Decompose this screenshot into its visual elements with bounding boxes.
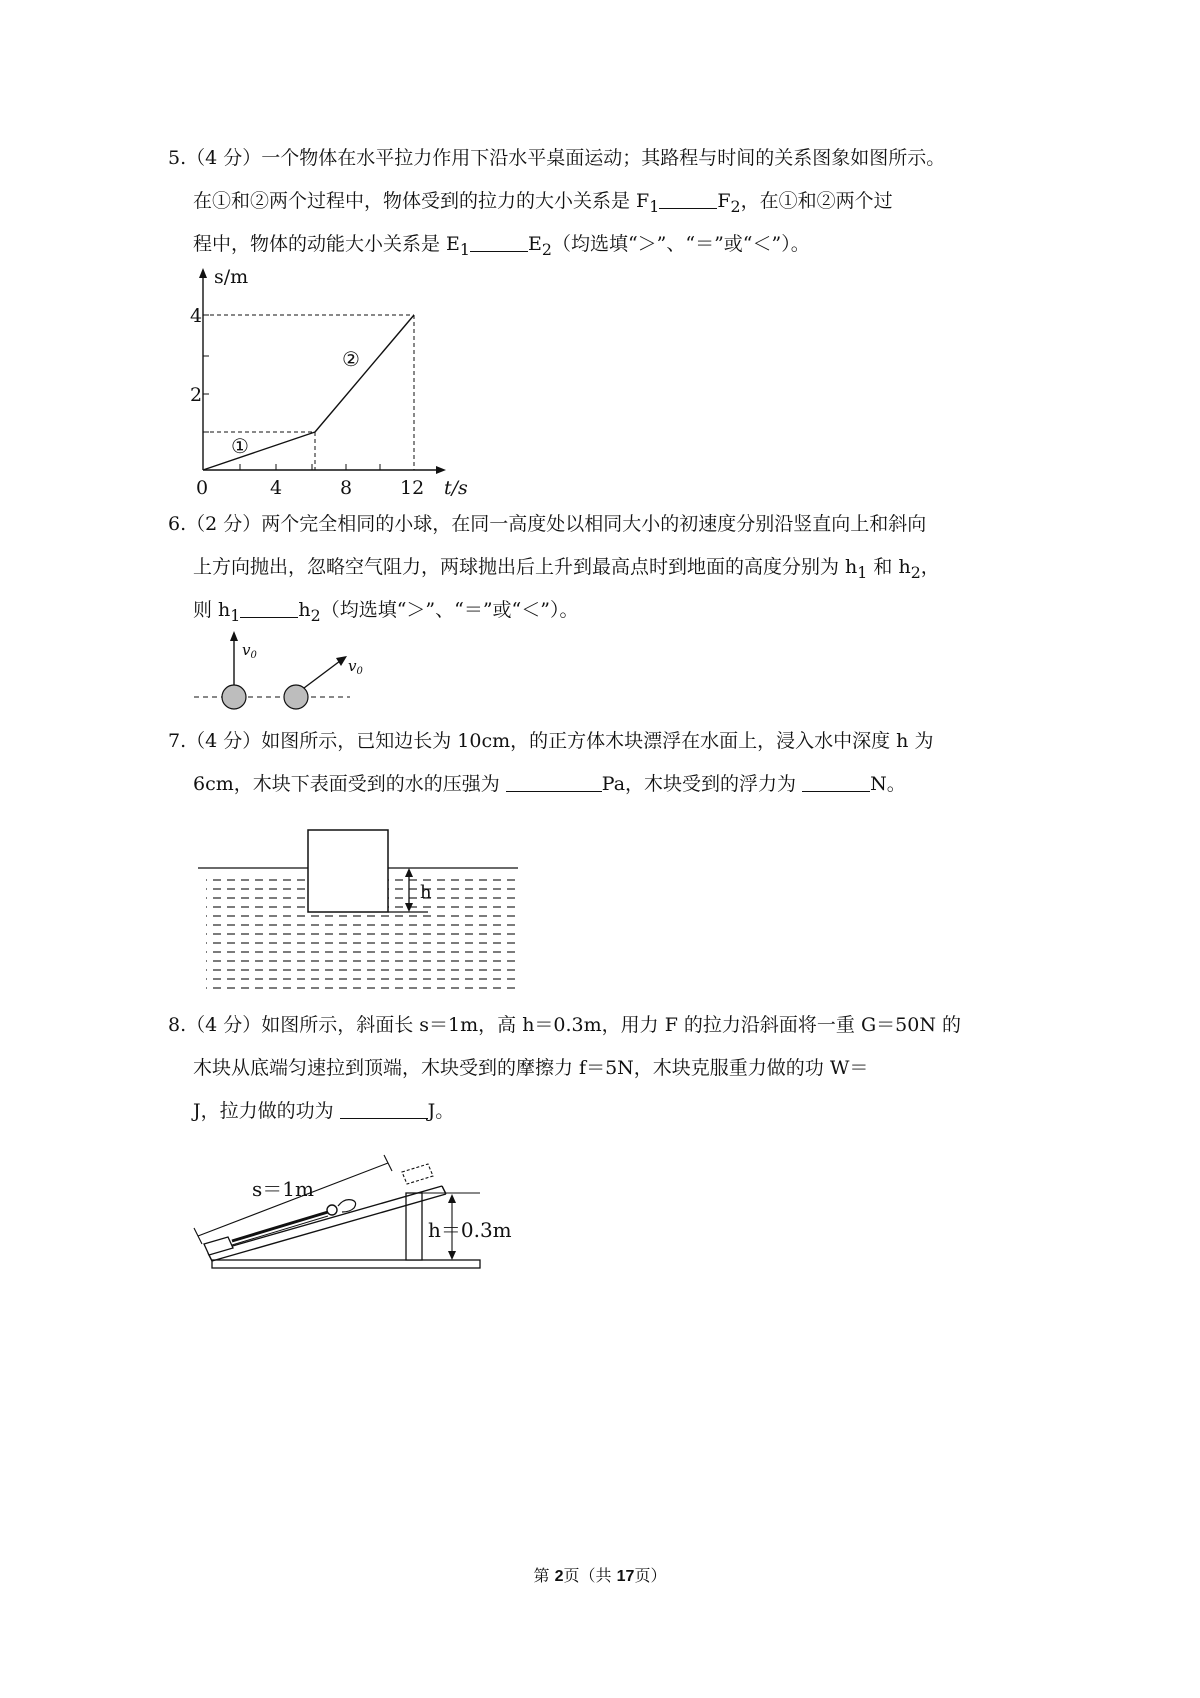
q5-segment-2-label: ② xyxy=(342,347,360,371)
q6-arrow-oblique xyxy=(304,661,340,688)
q7-line-2-text-b: Pa，木块受到的浮力为 xyxy=(601,773,803,795)
q7-answer-blank-buoyancy[interactable] xyxy=(802,773,870,792)
q8-hand xyxy=(338,1200,356,1212)
q5-x-tick-label-8: 8 xyxy=(340,477,353,499)
q6-line-2-text-c: ， xyxy=(920,556,940,578)
q5-origin-label: 0 xyxy=(196,477,209,499)
q7-line-2-text-a: 6cm，木块下表面受到的水的压强为 xyxy=(193,773,506,795)
q5-f2-sub: 2 xyxy=(730,196,741,216)
q7-h-label: h xyxy=(420,882,432,903)
q5-segment-2 xyxy=(315,315,414,432)
q8-base-board xyxy=(212,1260,480,1268)
q5-x-axis-arrow xyxy=(436,466,446,474)
q8-block-top xyxy=(402,1164,433,1184)
q6-line-3-text-a: 则 h xyxy=(193,599,231,621)
q8-answer-blank-work[interactable] xyxy=(340,1100,428,1119)
q7-line-2 xyxy=(193,772,906,796)
q8-height-arrowhead-bottom xyxy=(448,1251,456,1260)
q5-segment-1 xyxy=(203,432,315,470)
q5-e1-sub: 1 xyxy=(459,239,470,259)
page-footer xyxy=(0,1566,1200,1587)
q5-answer-blank-force[interactable] xyxy=(659,190,717,209)
q6-arrowhead-oblique xyxy=(336,656,347,666)
q7-line-1: 7.（4 分）如图所示，已知边长为 10cm，的正方体木块漂浮在水面上，浸入水中深度 h 为 xyxy=(168,730,934,752)
q8-spring-scale xyxy=(232,1212,328,1241)
q6-answer-blank[interactable] xyxy=(240,599,298,618)
q5-line-2-text-b: F xyxy=(717,190,731,212)
q5-y-tick-label-2: 2 xyxy=(190,384,203,406)
q8-height-arrowhead-top xyxy=(448,1194,456,1203)
footer-suffix: 页） xyxy=(634,1566,667,1585)
q5-x-tick-label-4: 4 xyxy=(270,477,283,499)
q6-ball-vertical xyxy=(222,685,246,709)
q5-line-2-text-c: ，在①和②两个过 xyxy=(740,190,893,212)
q5-y-axis-label: s/m xyxy=(214,266,249,288)
q6-line-3-text-b: h xyxy=(298,599,311,621)
q6-line-1: 6.（2 分）两个完全相同的小球，在同一高度处以相同大小的初速度分别沿竖直向上和斜向 xyxy=(168,513,927,535)
q8-length-tick-left xyxy=(194,1228,202,1244)
footer-total-pages: 17 xyxy=(616,1568,635,1585)
q8-spring-scale-edge xyxy=(232,1216,328,1245)
q5-line-2 xyxy=(193,189,893,219)
q6-h1-sub: 1 xyxy=(857,562,868,582)
q6-line-2-text-b: 和 h xyxy=(867,556,911,578)
q8-line-1: 8.（4 分）如图所示，斜面长 s＝1m，高 h＝0.3m，用力 F 的拉力沿斜面将一重 G＝50N 的 xyxy=(168,1014,961,1036)
q6-v0-label-1: $v_0$ xyxy=(242,641,257,661)
q6-ball-oblique xyxy=(284,685,308,709)
q5-line-3-text-a: 程中，物体的动能大小关系是 E xyxy=(193,233,460,255)
q5-answer-blank-energy[interactable] xyxy=(470,233,528,252)
q7-answer-blank-pressure[interactable] xyxy=(506,773,602,792)
q6-h2-sub: 2 xyxy=(310,605,321,625)
footer-page-number: 2 xyxy=(554,1568,564,1585)
q8-line-3 xyxy=(193,1099,454,1123)
q8-line-2: 木块从底端匀速拉到顶端，木块受到的摩擦力 f＝5N，木块克服重力做的功 W＝ xyxy=(193,1057,869,1079)
q8-line-3-text-b: J。 xyxy=(427,1100,455,1122)
q5-line-3-text-b: E xyxy=(528,233,542,255)
q5-f1-sub: 1 xyxy=(649,196,660,216)
q6-line-2-text-a: 上方向抛出，忽略空气阻力，两球抛出后上升到最高点时到地面的高度分别为 h xyxy=(193,556,858,578)
q6-line-2 xyxy=(193,555,940,585)
q8-block-bottom xyxy=(204,1237,233,1255)
q8-scale-ring xyxy=(327,1205,337,1215)
footer-prefix: 第 xyxy=(533,1566,555,1585)
q6-balls-figure xyxy=(190,625,370,715)
q6-line-3 xyxy=(193,598,578,628)
q5-y-axis-arrow xyxy=(199,268,207,278)
q6-arrowhead-vertical xyxy=(230,631,238,641)
q5-segment-1-label: ① xyxy=(231,434,249,458)
q5-y-tick-label-4: 4 xyxy=(190,305,203,327)
q5-distance-time-graph xyxy=(190,262,490,502)
q7-floating-block-figure xyxy=(198,822,528,994)
q5-line-2-text-a: 在①和②两个过程中，物体受到的拉力的大小关系是 F xyxy=(193,190,650,212)
q6-h1-sub: 1 xyxy=(230,605,241,625)
q5-line-1: 5.（4 分）一个物体在水平拉力作用下沿水平桌面运动；其路程与时间的关系图象如图所示。 xyxy=(168,147,946,169)
footer-mid: 页（共 xyxy=(563,1566,617,1585)
q5-line-3-text-c: （均选填“＞”、“＝”或“＜”）。 xyxy=(551,233,810,255)
q6-v0-label-2: $v_0$ xyxy=(348,657,363,677)
q8-s-label: s＝1m xyxy=(252,1177,314,1201)
q5-x-axis-label: t/s xyxy=(444,477,468,499)
q7-wooden-block xyxy=(308,830,388,912)
q6-h2-sub: 2 xyxy=(910,562,921,582)
q5-line-3 xyxy=(193,232,810,262)
q5-x-tick-label-12: 12 xyxy=(400,477,425,499)
q8-incline-figure xyxy=(190,1148,520,1283)
q6-line-3-text-c: （均选填“＞”、“＝”或“＜”）。 xyxy=(320,599,579,621)
q8-length-tick-right xyxy=(384,1155,392,1171)
q8-line-3-text-a: J，拉力做的功为 xyxy=(193,1100,340,1122)
q5-e2-sub: 2 xyxy=(541,239,552,259)
q8-h-label: h＝0.3m xyxy=(428,1218,512,1242)
q7-line-2-text-c: N。 xyxy=(870,773,906,795)
